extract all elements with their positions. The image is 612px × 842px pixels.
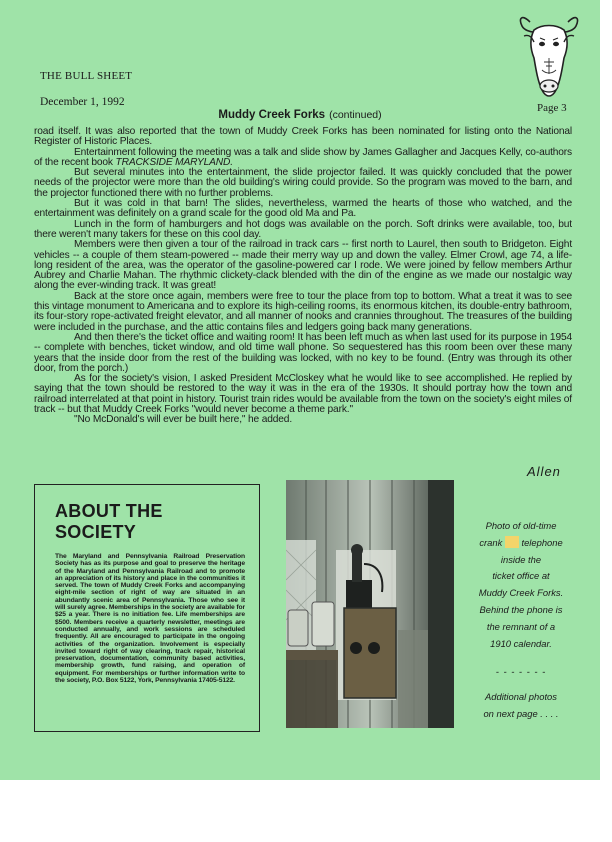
caption-line (462, 535, 580, 552)
article-text: Entertainment following the meeting was a talk and slide show by James Gallagher and Jacques Kelly, co-authors of the recent book (34, 146, 572, 168)
article-body (34, 127, 572, 426)
caption-line: 1910 calendar. (490, 637, 552, 649)
caption-text: crank (479, 536, 503, 548)
telephone-photo (286, 480, 454, 728)
article-paragraph: Back at the store once again, members were free to tour the place from top to bottom. What a treat it was to see this vintage monument to Americana and to explore its high-ceiling rooms, its enormous kitchen, its double-entry bathroom, its four-story rope-activated freight elevator, and all manner of nooks and crannies throughout. The treasures of the building were included in the purchase, and the attic contains files and ledgers going back many generations. (34, 290, 572, 333)
article-paragraph: Members were then given a tour of the railroad in track cars -- first north to Laurel, then south to Bridgeton. Eight vehicles -- a couple of them steam-powered -- made their merry way up and down the valley. Elmer Crowl, age 74, a life-long resident of the area, was the operator of the gasoline-powered car I rode. We were joined by fellow members Arthur Aubrey and Charlie Mahan. The rhythmic clickety-clack blended with the din of the engine as we made our nostalgic way along the ever-winding track. It was great! (34, 239, 572, 292)
article-paragraph: But it was cold in that barn! The slides, nevertheless, warmed the hearts of those who watched, and the entertainment was definitely on a grand scale for the good old Ma and Pa. (34, 198, 572, 220)
issue-date: December 1, 1992 (40, 96, 125, 108)
caption-line: the remnant of a (486, 620, 556, 632)
bull-head-icon (516, 12, 582, 102)
caption-line: Behind the phone is (479, 603, 563, 615)
caption-line: Muddy Creek Forks. (478, 587, 564, 599)
article-paragraph: But several minutes into the entertainment, the slide projector failed. It was quickly concluded that the power needs of the projector were more than the old building's wiring could provide. So the program was moved to the barn, and the projector functioned there with no further problems. (34, 167, 572, 199)
article-paragraph (34, 148, 572, 169)
book-title: TRACKSIDE MARYLAND. (115, 156, 233, 168)
author-signature: Allen (527, 464, 561, 479)
page-margin (0, 780, 612, 842)
continued-label: (continued) (329, 109, 382, 121)
caption-line: ticket office at (492, 570, 550, 582)
caption-line: inside the (500, 553, 542, 565)
article-paragraph: And then there's the ticket office and waiting room! It has been left much as when last used for its purpose in 1954 -- complete with benches, ticket window, and old time wall phone. So sequestered has this room been over these many years that the inside door from the rest of the building was locked, with no key to be found. (Entry was through its other door, from the porch.) (34, 331, 572, 374)
page-number: Page 3 (537, 102, 567, 114)
society-description: The Maryland and Pennsylvania Railroad Preservation Society has as its purpose and goal to preserve the heritage of the Maryland and Pennsylvania Railroad and to promote an appreciation of its history and place in the communities it served. The town of Muddy Creek Forks and accompanying eight-mile section of right of way are situated in an abundantly scenic area of Pennsylvania. Those who see it will surely agree. Memberships in the society are available for $25 a year. There is no initiation fee. Life memberships are $500. Members receive a quarterly newsletter, meetings are conducted annually, and work sessions are scheduled frequently. All are encouraged to participate in the ongoing activities of the organization. Involvement is especially invited toward right of way clearing, track repair, historical preservation, documentation, community based activities, membership growth, fund raising, and operation of equipment. For memberships or further information write to the society, P.O. Box 5122, York, Pennsylvania 17405-5122. (55, 553, 245, 685)
society-title: ABOUT THE SOCIETY (55, 501, 163, 542)
caption-line: Photo of old-time (485, 520, 557, 531)
caption-line: Additional photos (485, 691, 557, 703)
caption-line: on next page . . . . (483, 707, 559, 719)
about-society-box (34, 484, 260, 732)
article-paragraph: As for the society's vision, I asked President McCloskey what he would like to see accomplished. He replied by saying that the town should be restored to the way it was in the era of the 1930s. It should portray how the town and railroad interrelated at that point in history. Tourist train rides would be available from the town on the society's eight miles of track -- but that Muddy Creek Forks "would never become a theme park." (34, 373, 572, 416)
telephone-photo-image (286, 480, 454, 728)
article-title: Muddy Creek Forks (218, 109, 326, 121)
caption-text: telephone (521, 536, 563, 548)
highlight-mark (505, 536, 519, 548)
article-paragraph: road itself. It was also reported that the town of Muddy Creek Forks has been nominated for listing onto the National Register of Historic Places. (34, 126, 572, 148)
article-paragraph: Lunch in the form of hamburgers and hot dogs was available on the porch. Soft drinks were available, too, but there weren't many takers for these on this cool day. (34, 218, 572, 240)
photo-caption (462, 518, 580, 723)
article-heading (0, 109, 600, 121)
masthead: THE BULL SHEET (40, 70, 133, 82)
article-paragraph: "No McDonald's will ever be built here," he added. (74, 414, 292, 426)
caption-separator: - - - - - - - (495, 666, 547, 678)
